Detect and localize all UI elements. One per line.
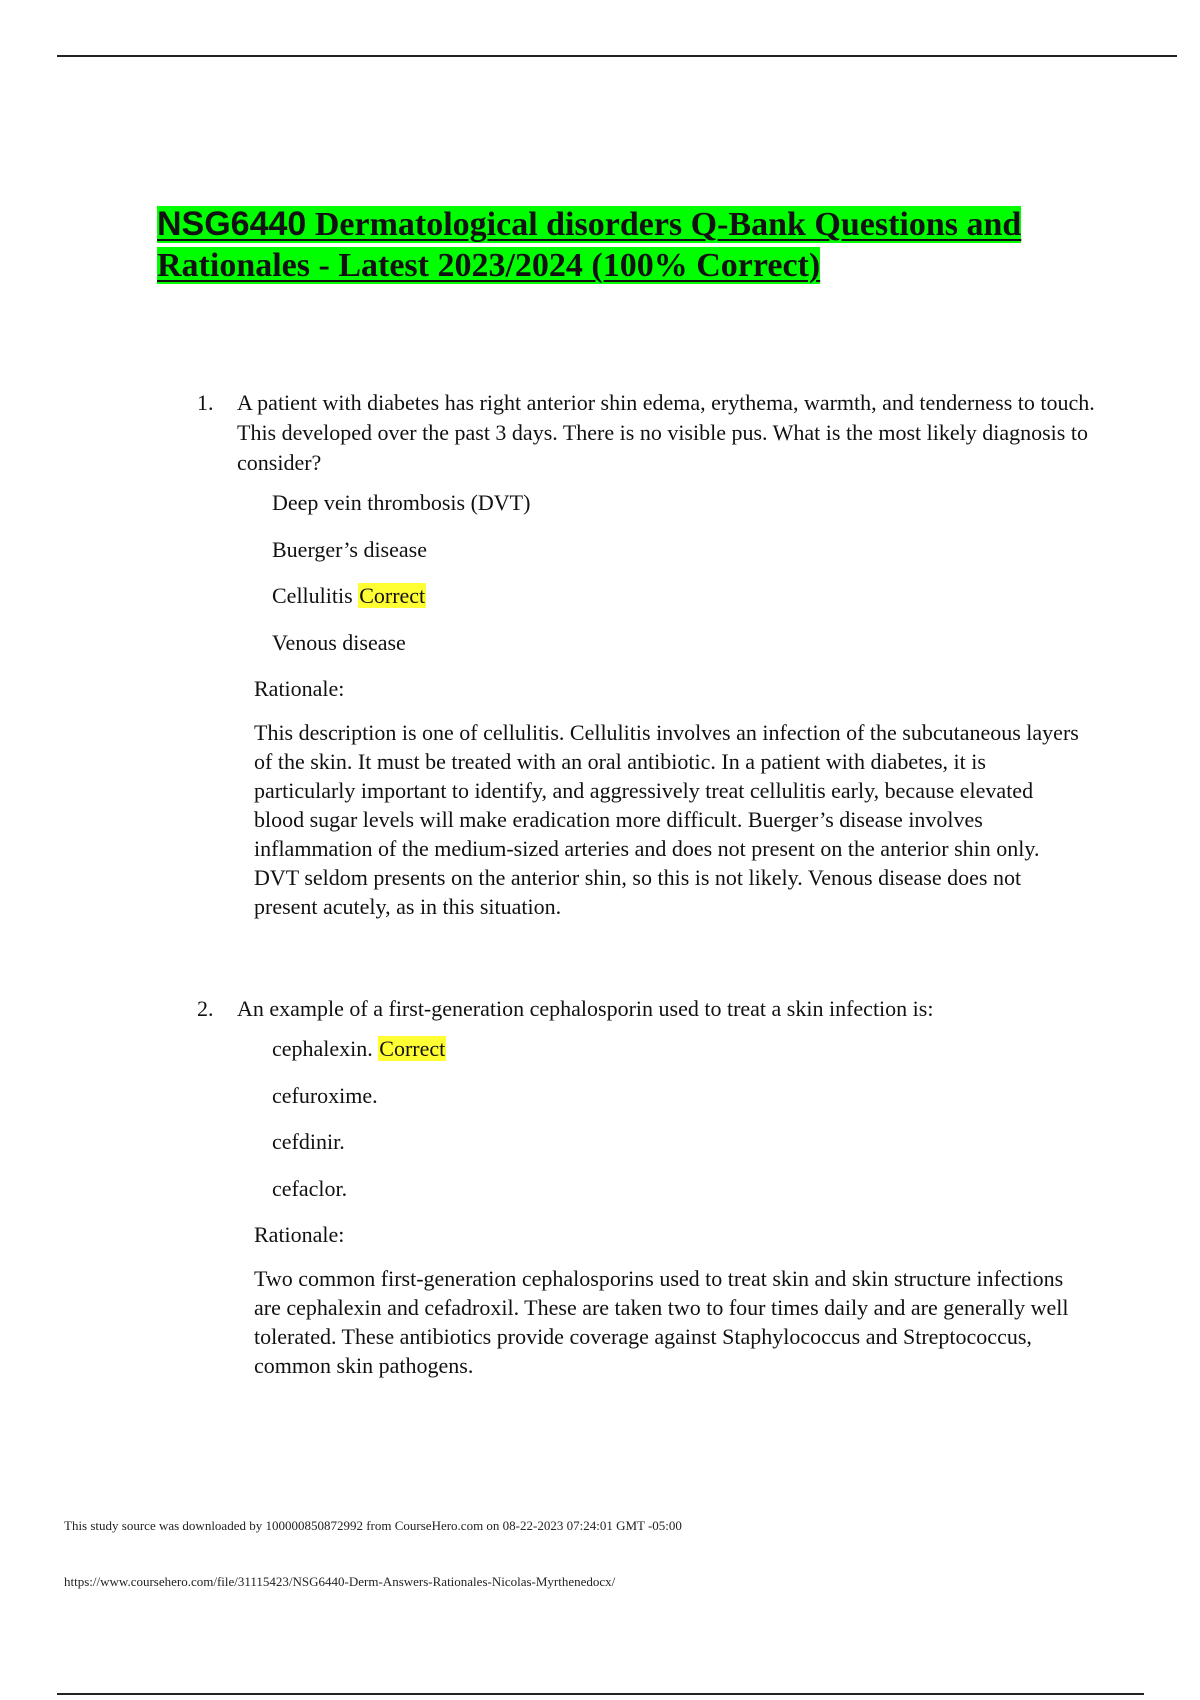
- question-number: 1.: [197, 390, 214, 415]
- title-course-code: NSG6440: [157, 205, 307, 243]
- answer-options: [272, 1034, 1097, 1220]
- question-2: [197, 994, 1097, 1380]
- answer-option: [272, 1127, 1097, 1174]
- question-number: 2.: [197, 996, 214, 1021]
- option-text: Cellulitis: [272, 583, 359, 608]
- question-stem: [197, 388, 1097, 478]
- rationale-label: Rationale:: [254, 1222, 345, 1247]
- option-text: cefdinir.: [272, 1129, 345, 1154]
- question-1: [197, 388, 1097, 921]
- option-text: cephalexin.: [272, 1036, 379, 1061]
- option-text: Buerger’s disease: [272, 536, 427, 562]
- title-text: Dermatological disorders Q-Bank Questions and Rationales - Latest 2023/2024 (100% Correct): [157, 206, 1022, 284]
- question-text: A patient with diabetes has right anterior shin edema, erythema, warmth, and tenderness to touch. This developed over the past 3 days. There is no visible pus. What is the most likely diagnosis to consider?: [237, 390, 1095, 475]
- rationale-text: Two common first-generation cephalosporins used to treat skin and skin structure infections are cephalexin and cefadroxil. These are taken two to four times daily and are generally well tolerated. These antibiotics provide coverage against Staphylococcus and Streptococcus, common skin pathogens.: [254, 1266, 1069, 1378]
- answer-option: [272, 581, 1097, 628]
- correct-marker: Correct: [379, 1036, 446, 1061]
- question-stem: [197, 994, 1097, 1024]
- option-text: Deep vein thrombosis (DVT): [272, 490, 531, 515]
- answer-option: [272, 1034, 1097, 1081]
- answer-option: [272, 628, 1097, 675]
- question-text: An example of a first-generation cephalosporin used to treat a skin infection is:: [237, 996, 934, 1021]
- source-url[interactable]: https://www.coursehero.com/file/31115423/NSG6440-Derm-Answers-Rationales-Nicolas-Myrthenedocx/: [64, 1574, 616, 1589]
- top-rule: [57, 55, 1177, 57]
- answer-option: [272, 1174, 1097, 1221]
- rationale-text: This description is one of cellulitis. Cellulitis involves an infection of the subcutaneous layers of the skin. It must be treated with an oral antibiotic. In a patient with diabetes, it is particularly important to identify, and aggressively treat cellulitis early, because elevated blood sugar levels will make eradication more difficult. Buerger’s disease involves inflammation of the medium-sized arteries and does not present on the anterior shin only. DVT seldom presents on the anterior shin, so this is not likely. Venous disease does not present acutely, as in this situation.: [254, 720, 1079, 919]
- answer-option: [272, 535, 1097, 582]
- option-text: cefaclor.: [272, 1175, 348, 1201]
- answer-options: [272, 488, 1097, 674]
- option-text: cefuroxime.: [272, 1082, 378, 1108]
- document-title: [157, 204, 1087, 286]
- download-note: This study source was downloaded by 100000850872992 from CourseHero.com on 08-22-2023 07:24:01 GMT -05:00: [64, 1518, 682, 1533]
- answer-option: [272, 488, 1097, 535]
- option-text: Venous disease: [272, 629, 406, 655]
- correct-marker: Correct: [359, 583, 426, 608]
- bottom-rule: [57, 1693, 1144, 1695]
- rationale-label: Rationale:: [254, 676, 345, 701]
- answer-option: [272, 1081, 1097, 1128]
